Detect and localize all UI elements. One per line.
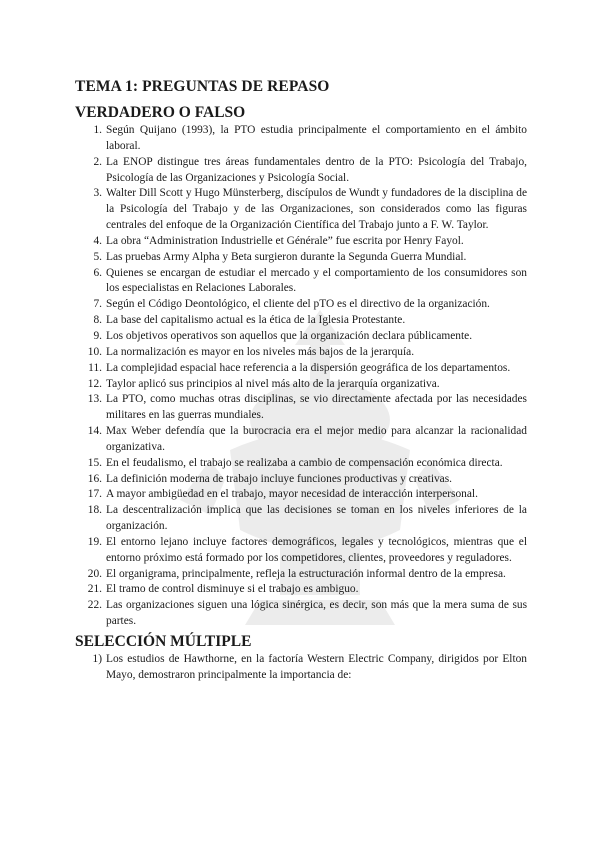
true-false-item-number: 13.	[87, 393, 102, 406]
multiple-choice-heading: SELECCIÓN MÚLTIPLE	[75, 633, 252, 650]
true-false-item-number: 19.	[87, 535, 102, 548]
true-false-item	[75, 266, 527, 298]
true-false-item	[75, 329, 527, 345]
true-false-item	[75, 234, 527, 250]
true-false-item-number: 16.	[87, 472, 102, 485]
true-false-item	[75, 297, 527, 313]
true-false-item	[75, 598, 527, 630]
true-false-item-number: 1.	[93, 124, 102, 136]
true-false-item	[75, 313, 527, 329]
multiple-choice-item-number: 1)	[92, 653, 102, 665]
true-false-item	[75, 535, 527, 567]
true-false-item	[75, 123, 527, 155]
true-false-item-text: Según el Código Deontológico, el cliente del pTO es el directivo de la organización.	[106, 298, 490, 311]
multiple-choice-list	[75, 652, 527, 684]
true-false-item	[75, 392, 527, 424]
true-false-item-text: La obra “Administration Industrielle et Générale” fue escrita por Henry Fayol.	[106, 234, 464, 247]
multiple-choice-item	[75, 652, 527, 684]
true-false-item	[75, 472, 527, 488]
true-false-item-text: Max Weber defendía que la burocracia era el mejor medio para alcanzar la racionalidad organizativa.	[106, 425, 527, 453]
true-false-heading: VERDADERO O FALSO	[75, 104, 246, 121]
true-false-item-text: Quienes se encargan de estudiar el mercado y el comportamiento de los consumidores son los especialistas en Relaciones Laborales.	[106, 266, 527, 295]
true-false-item-number: 20.	[87, 567, 102, 580]
true-false-item-text: Las organizaciones siguen una lógica sinérgica, es decir, son más que la mera suma de sus partes.	[106, 599, 527, 628]
true-false-list	[75, 123, 527, 630]
true-false-item-number: 10.	[87, 345, 102, 358]
true-false-item-text: Walter Dill Scott y Hugo Münsterberg, discípulos de Wundt y fundadores de la disciplina de la Psicología del Trabajo y de las Organizaciones, son considerados como las figuras centrales del enfoque de la Organización Científica del Trabajo junto a F. W. Taylor.	[106, 187, 527, 232]
true-false-item-text: Según Quijano (1993), la PTO estudia principalmente el comportamiento en el ámbito laboral.	[106, 124, 527, 152]
true-false-item-text: La ENOP distingue tres áreas fundamentales dentro de la PTO: Psicología del Trabajo, Psicología de las Organizaciones y Psicología Social.	[106, 155, 527, 184]
true-false-item	[75, 186, 527, 234]
true-false-item-text: La definición moderna de trabajo incluye funciones productivas y creativas.	[106, 472, 453, 485]
true-false-item-text: La base del capitalismo actual es la ética de la Iglesia Protestante.	[106, 314, 406, 327]
document-title: TEMA 1: PREGUNTAS DE REPASO	[75, 78, 330, 95]
true-false-item	[75, 155, 527, 187]
true-false-item	[75, 250, 527, 266]
multiple-choice-item-text: Los estudios de Hawthorne, en la factoría Western Electric Company, dirigidos por Elton Mayo, demostraron principalmente la importancia de:	[106, 653, 527, 681]
true-false-item	[75, 567, 527, 583]
true-false-item	[75, 361, 527, 377]
true-false-item-number: 21.	[87, 583, 102, 596]
true-false-item	[75, 424, 527, 456]
true-false-item-number: 11.	[88, 361, 102, 374]
true-false-item	[75, 456, 527, 472]
true-false-item-text: El entorno lejano incluye factores demográficos, legales y tecnológicos, mientras que el entorno próximo está formado por los competidores, clientes, proveedores y reguladores.	[106, 535, 527, 564]
true-false-item-number: 6.	[93, 266, 102, 279]
true-false-item-number: 5.	[93, 250, 102, 263]
true-false-item-text: Las pruebas Army Alpha y Beta surgieron durante la Segunda Guerra Mundial.	[106, 250, 467, 263]
true-false-item-text: Los objetivos operativos son aquellos que la organización declara públicamente.	[106, 329, 473, 342]
true-false-item-text: El tramo de control disminuye si el trabajo es ambiguo.	[106, 583, 359, 596]
true-false-item-text: La PTO, como muchas otras disciplinas, se vio directamente afectada por las necesidades militares en las guerras mundiales.	[106, 393, 527, 422]
true-false-item-number: 17.	[87, 488, 102, 501]
true-false-item-text: En el feudalismo, el trabajo se realizaba a cambio de compensación económica directa.	[106, 456, 503, 469]
true-false-item-text: Taylor aplicó sus principios al nivel más alto de la jerarquía organizativa.	[106, 377, 440, 390]
true-false-item-text: La complejidad espacial hace referencia a la dispersión geográfica de los departamentos.	[106, 361, 511, 374]
true-false-item-number: 3.	[93, 187, 102, 200]
true-false-item	[75, 345, 527, 361]
true-false-item-number: 15.	[87, 456, 102, 469]
document-page	[75, 77, 527, 684]
true-false-item-number: 22.	[87, 599, 102, 612]
true-false-item-text: El organigrama, principalmente, refleja la estructuración informal dentro de la empresa.	[106, 567, 506, 580]
true-false-item-number: 7.	[93, 298, 102, 311]
true-false-item-text: La descentralización implica que las decisiones se toman en los niveles inferiores de la organización.	[106, 504, 527, 533]
true-false-item	[75, 582, 527, 598]
true-false-item-number: 9.	[93, 329, 102, 342]
true-false-item-text: A mayor ambigüedad en el trabajo, mayor necesidad de interacción interpersonal.	[106, 488, 478, 501]
true-false-item-text: La normalización es mayor en los niveles más bajos de la jerarquía.	[106, 345, 415, 358]
true-false-item	[75, 503, 527, 535]
true-false-item	[75, 487, 527, 503]
true-false-item	[75, 377, 527, 393]
true-false-item-number: 18.	[87, 504, 102, 517]
true-false-item-number: 8.	[93, 314, 102, 327]
true-false-item-number: 14.	[87, 425, 102, 438]
true-false-item-number: 2.	[93, 155, 102, 168]
true-false-item-number: 12.	[87, 377, 102, 390]
true-false-item-number: 4.	[93, 234, 102, 247]
